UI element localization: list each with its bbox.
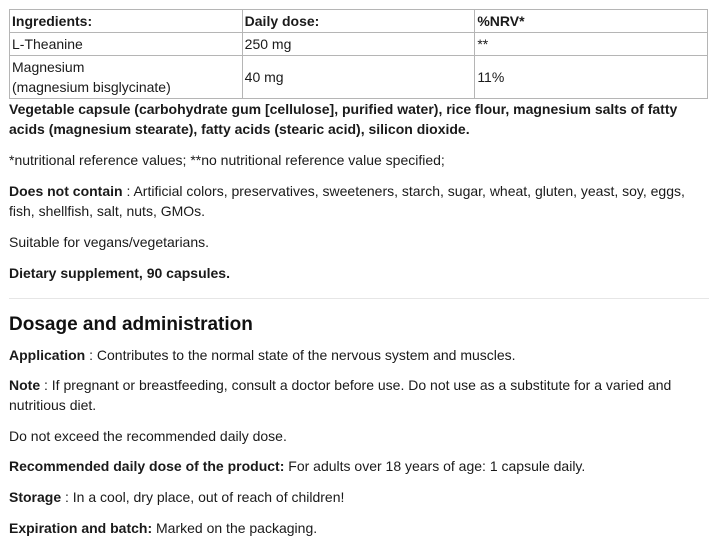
supplement-statement: Dietary supplement, 90 capsules. [9, 265, 230, 281]
application-text: : Contributes to the normal state of the nervous system and muscles. [85, 347, 516, 363]
header-daily-dose: Daily dose: [242, 10, 475, 33]
ingredient-nrv: 11% [475, 56, 708, 99]
ingredients-table [9, 9, 708, 99]
header-nrv: %NRV* [475, 10, 708, 33]
storage-label: Storage [9, 489, 62, 505]
section-divider [9, 298, 709, 299]
nutritional-footnote: *nutritional reference values; **no nutritional reference value specified; [9, 152, 445, 168]
expiration-info [9, 518, 709, 538]
capsule-composition: Vegetable capsule (carbohydrate gum [cellulose], purified water), rice flour, magnesium salts of fatty acids (magnesium stearate), fatty acids (stearic acid), silicon dioxide. [9, 101, 678, 137]
note-info [9, 375, 709, 415]
expiration-label: Expiration and batch: [9, 520, 153, 536]
ingredient-dose: 40 mg [242, 56, 475, 99]
storage-info [9, 487, 709, 507]
header-ingredients: Ingredients: [10, 10, 243, 33]
ingredient-form: (magnesium bisglycinate) [12, 79, 171, 95]
storage-text: : In a cool, dry place, out of reach of children! [61, 489, 345, 505]
ingredient-name: L-Theanine [10, 33, 243, 56]
ingredient-nrv: ** [475, 33, 708, 56]
recommended-dose-text: For adults over 18 years of age: 1 capsule daily. [284, 458, 586, 474]
table-row [10, 33, 708, 56]
ingredient-name: Magnesium [12, 59, 85, 75]
table-row [10, 56, 708, 99]
does-not-contain-text: : Artificial colors, preservatives, sweeteners, starch, sugar, wheat, gluten, yeast, soy, eggs, fish, shellfish, salt, nuts, GMOs. [9, 183, 685, 219]
table-header-row [10, 10, 708, 33]
ingredient-dose: 250 mg [242, 33, 475, 56]
vegan-statement: Suitable for vegans/vegetarians. [9, 234, 210, 250]
ingredient-name-cell [10, 56, 243, 99]
note-label: Note [9, 377, 41, 393]
recommended-dose-info [9, 456, 709, 476]
application-label: Application [9, 347, 86, 363]
application-info [9, 345, 709, 365]
does-not-contain [9, 181, 709, 221]
expiration-text: Marked on the packaging. [152, 520, 318, 536]
recommended-dose-label: Recommended daily dose of the product: [9, 458, 285, 474]
product-info-page [9, 9, 709, 538]
section-title: Dosage and administration [9, 314, 253, 335]
does-not-contain-label: Does not contain [9, 183, 123, 199]
dose-warning: Do not exceed the recommended daily dose. [9, 428, 287, 444]
note-text: : If pregnant or breastfeeding, consult a doctor before use. Do not use as a substitute for a varied and nutritious diet. [9, 377, 672, 413]
